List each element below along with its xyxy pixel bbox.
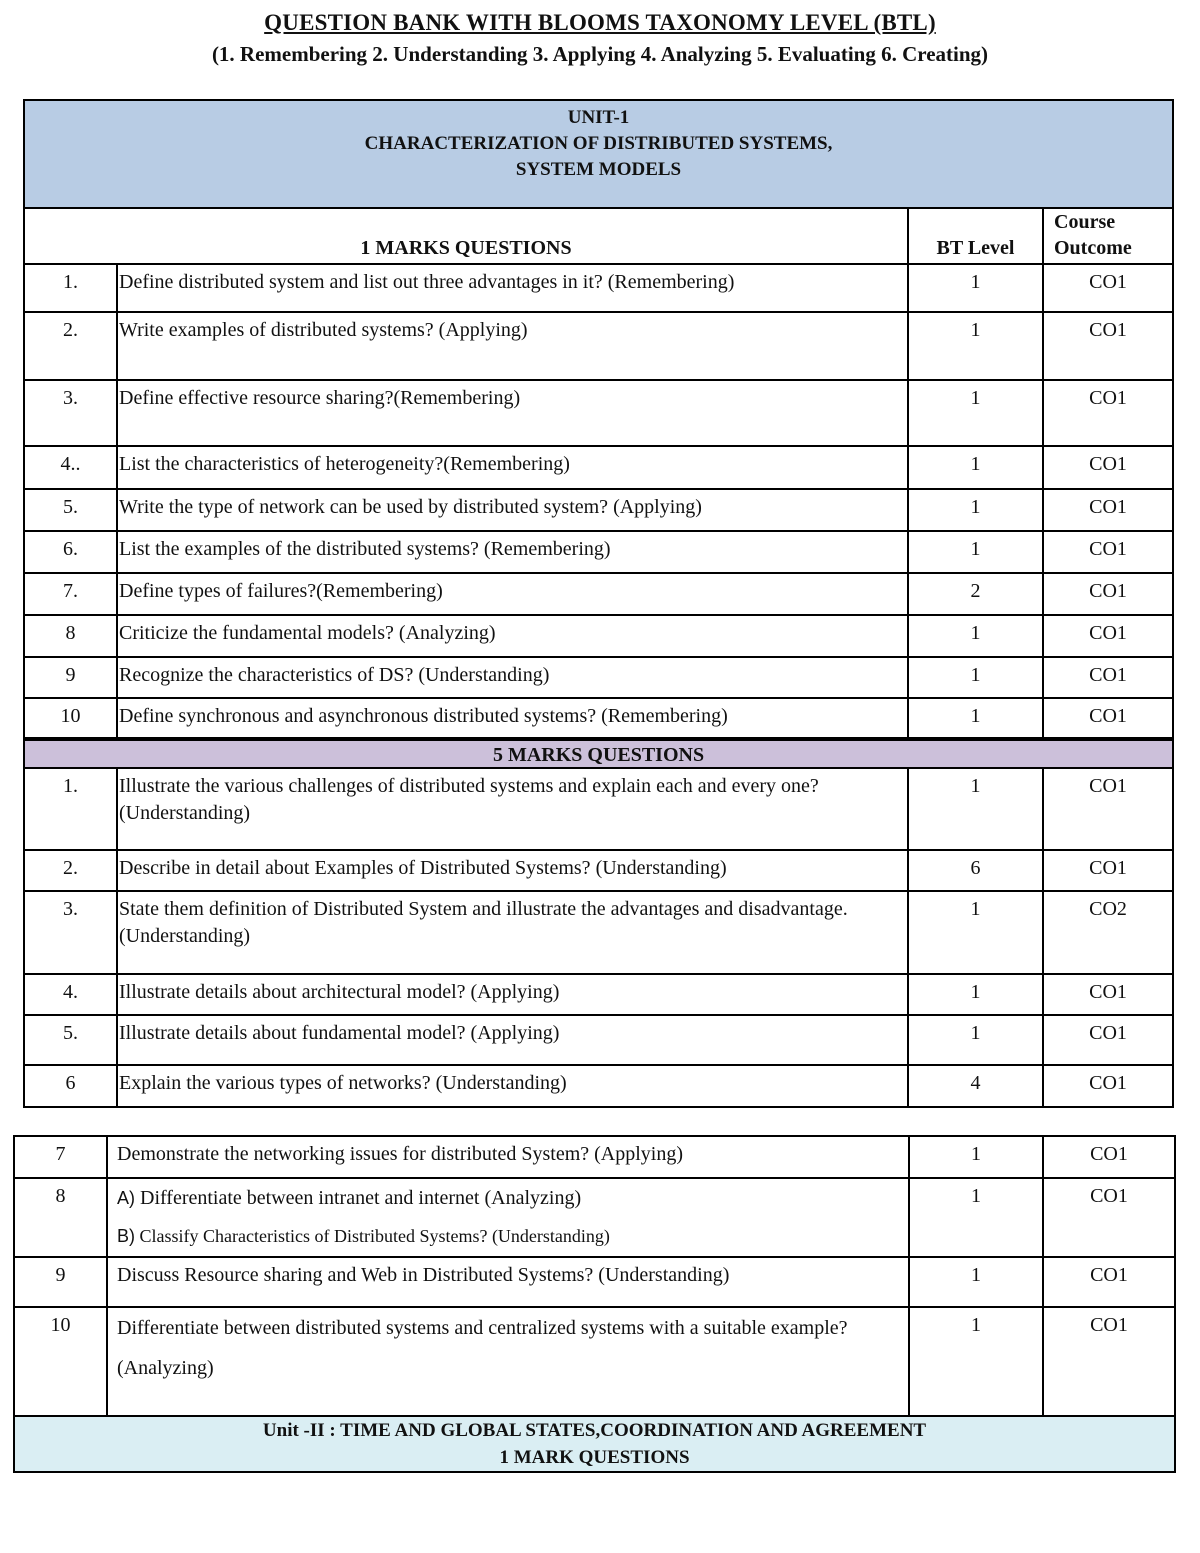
question-number: 2. xyxy=(24,850,117,891)
table-row xyxy=(14,1178,1175,1257)
question-text: State them definition of Distributed System and illustrate the advantages and disadvantage. (Understanding) xyxy=(117,891,908,974)
course-outcome-value: CO1 xyxy=(1043,312,1173,380)
question-text: List the characteristics of heterogeneity?(Remembering) xyxy=(117,446,908,489)
question-number: 9 xyxy=(24,657,117,698)
sub-question-b-text: Classify Characteristics of Distributed Systems? (Understanding) xyxy=(135,1226,610,1246)
course-outcome-value: CO1 xyxy=(1043,1257,1175,1307)
question-number: 1. xyxy=(24,264,117,312)
question-number: 5. xyxy=(24,489,117,531)
unit1-title-line1: CHARACTERIZATION OF DISTRIBUTED SYSTEMS, xyxy=(364,133,833,154)
table-row xyxy=(24,1065,1173,1107)
question-number: 6. xyxy=(24,531,117,573)
table-row xyxy=(24,615,1173,657)
course-outcome-value: CO1 xyxy=(1043,446,1173,489)
one-mark-questions-header: 1 MARKS QUESTIONS xyxy=(24,208,908,264)
unit2-one-mark-heading: 1 MARK QUESTIONS xyxy=(499,1447,690,1468)
unit1-header-row xyxy=(24,100,1173,208)
bt-level-value: 1 xyxy=(909,1178,1043,1257)
question-number: 1. xyxy=(24,768,117,850)
unit2-header-cell xyxy=(14,1416,1175,1472)
question-text: Write the type of network can be used by distributed system? (Applying) xyxy=(117,489,908,531)
question-number: 3. xyxy=(24,380,117,446)
sub-question-b xyxy=(117,1217,906,1255)
bt-level-value: 1 xyxy=(908,698,1043,739)
course-outcome-value: CO1 xyxy=(1043,531,1173,573)
question-number: 4.. xyxy=(24,446,117,489)
bt-level-value: 6 xyxy=(908,850,1043,891)
table-row xyxy=(24,657,1173,698)
course-outcome-value: CO1 xyxy=(1043,615,1173,657)
question-text: Illustrate details about architectural model? (Applying) xyxy=(117,974,908,1015)
course-outcome-value: CO1 xyxy=(1043,974,1173,1015)
unit1-label: UNIT-1 xyxy=(567,107,630,128)
bt-level-value: 1 xyxy=(908,446,1043,489)
bt-level-value: 1 xyxy=(908,891,1043,974)
bt-level-value: 1 xyxy=(908,531,1043,573)
course-outcome-value: CO1 xyxy=(1043,489,1173,531)
course-outcome-value: CO1 xyxy=(1043,850,1173,891)
five-marks-questions-header: 5 MARKS QUESTIONS xyxy=(24,739,1173,768)
bt-level-value: 2 xyxy=(908,573,1043,615)
course-outcome-value: CO1 xyxy=(1043,698,1173,739)
question-number: 10 xyxy=(14,1307,107,1416)
course-outcome-value: CO1 xyxy=(1043,573,1173,615)
bt-level-header: BT Level xyxy=(908,208,1043,264)
question-text: Criticize the fundamental models? (Analyzing) xyxy=(117,615,908,657)
question-number: 6 xyxy=(24,1065,117,1107)
course-outcome-value: CO1 xyxy=(1043,380,1173,446)
bt-level-value: 1 xyxy=(908,974,1043,1015)
bt-level-value: 1 xyxy=(908,489,1043,531)
question-text xyxy=(107,1178,909,1257)
course-outcome-value: CO1 xyxy=(1043,657,1173,698)
table-row xyxy=(24,312,1173,380)
table-row xyxy=(24,573,1173,615)
table-row xyxy=(24,380,1173,446)
course-outcome-value: CO1 xyxy=(1043,1307,1175,1416)
document-subtitle: (1. Remembering 2. Understanding 3. Applying 4. Analyzing 5. Evaluating 6. Creating) xyxy=(211,42,989,66)
bt-level-value: 1 xyxy=(909,1257,1043,1307)
question-text: Explain the various types of networks? (Understanding) xyxy=(117,1065,908,1107)
table-row xyxy=(24,768,1173,850)
question-text: Define types of failures?(Remembering) xyxy=(117,573,908,615)
course-outcome-value: CO1 xyxy=(1043,1065,1173,1107)
question-text: Recognize the characteristics of DS? (Understanding) xyxy=(117,657,908,698)
sub-question-a-tag: A) xyxy=(117,1188,135,1208)
table-row xyxy=(24,1015,1173,1065)
table-row xyxy=(24,446,1173,489)
question-text: List the examples of the distributed systems? (Remembering) xyxy=(117,531,908,573)
bt-level-value: 1 xyxy=(908,264,1043,312)
course-outcome-value: CO1 xyxy=(1043,1136,1175,1178)
question-number: 8 xyxy=(24,615,117,657)
table-row xyxy=(14,1136,1175,1178)
table-row xyxy=(24,489,1173,531)
question-text: Describe in detail about Examples of Distributed Systems? (Understanding) xyxy=(117,850,908,891)
question-text: Demonstrate the networking issues for distributed System? (Applying) xyxy=(107,1136,909,1178)
unit1-question-table xyxy=(23,99,1174,1108)
question-text: Illustrate the various challenges of distributed systems and explain each and every one? (Understanding) xyxy=(117,768,908,850)
bt-level-value: 1 xyxy=(909,1136,1043,1178)
unit1-header-cell xyxy=(24,100,1173,208)
table-row xyxy=(24,974,1173,1015)
bt-level-value: 1 xyxy=(908,615,1043,657)
bt-level-value: 1 xyxy=(908,312,1043,380)
five-marks-header-row xyxy=(24,739,1173,768)
question-text: Write examples of distributed systems? (Applying) xyxy=(117,312,908,380)
course-outcome-value: CO1 xyxy=(1043,1015,1173,1065)
document-title: QUESTION BANK WITH BLOOMS TAXONOMY LEVEL (BTL) xyxy=(264,10,936,35)
table-row xyxy=(24,698,1173,739)
bt-level-value: 1 xyxy=(908,768,1043,850)
bt-level-value: 1 xyxy=(908,380,1043,446)
table-row xyxy=(14,1257,1175,1307)
question-text: Differentiate between distributed systems and centralized systems with a suitable example? (Analyzing) xyxy=(107,1307,909,1416)
course-outcome-header-line1: Course xyxy=(1054,211,1116,233)
bt-level-value: 1 xyxy=(909,1307,1043,1416)
sub-question-a-text: Differentiate between intranet and internet (Analyzing) xyxy=(135,1187,582,1209)
question-number: 4. xyxy=(24,974,117,1015)
unit1-question-table-continued xyxy=(13,1135,1176,1473)
question-number: 7. xyxy=(24,573,117,615)
column-header-row xyxy=(24,208,1173,264)
bt-level-value: 4 xyxy=(908,1065,1043,1107)
sub-question-b-tag: B) xyxy=(117,1226,135,1246)
question-number: 7 xyxy=(14,1136,107,1178)
sub-question-a xyxy=(117,1179,906,1217)
table-row xyxy=(14,1307,1175,1416)
table-row xyxy=(24,850,1173,891)
question-number: 2. xyxy=(24,312,117,380)
table-row xyxy=(24,264,1173,312)
bt-level-value: 1 xyxy=(908,657,1043,698)
course-outcome-value: CO1 xyxy=(1043,1178,1175,1257)
course-outcome-value: CO1 xyxy=(1043,264,1173,312)
unit1-title-line2: SYSTEM MODELS xyxy=(515,159,682,180)
question-number: 5. xyxy=(24,1015,117,1065)
course-outcome-header xyxy=(1043,208,1173,264)
unit2-title: Unit -II : TIME AND GLOBAL STATES,COORDINATION AND AGREEMENT xyxy=(262,1420,927,1441)
question-number: 10 xyxy=(24,698,117,739)
table-row xyxy=(24,891,1173,974)
question-text: Discuss Resource sharing and Web in Distributed Systems? (Understanding) xyxy=(107,1257,909,1307)
question-number: 9 xyxy=(14,1257,107,1307)
question-number: 3. xyxy=(24,891,117,974)
question-text: Define synchronous and asynchronous distributed systems? (Remembering) xyxy=(117,698,908,739)
bt-level-value: 1 xyxy=(908,1015,1043,1065)
course-outcome-value: CO2 xyxy=(1043,891,1173,974)
table-row xyxy=(24,531,1173,573)
question-number: 8 xyxy=(14,1178,107,1257)
question-text: Illustrate details about fundamental model? (Applying) xyxy=(117,1015,908,1065)
unit2-header-row xyxy=(14,1416,1175,1472)
question-text: Define distributed system and list out three advantages in it? (Remembering) xyxy=(117,264,908,312)
course-outcome-header-line2: Outcome xyxy=(1054,237,1132,259)
course-outcome-value: CO1 xyxy=(1043,768,1173,850)
question-text: Define effective resource sharing?(Remembering) xyxy=(117,380,908,446)
